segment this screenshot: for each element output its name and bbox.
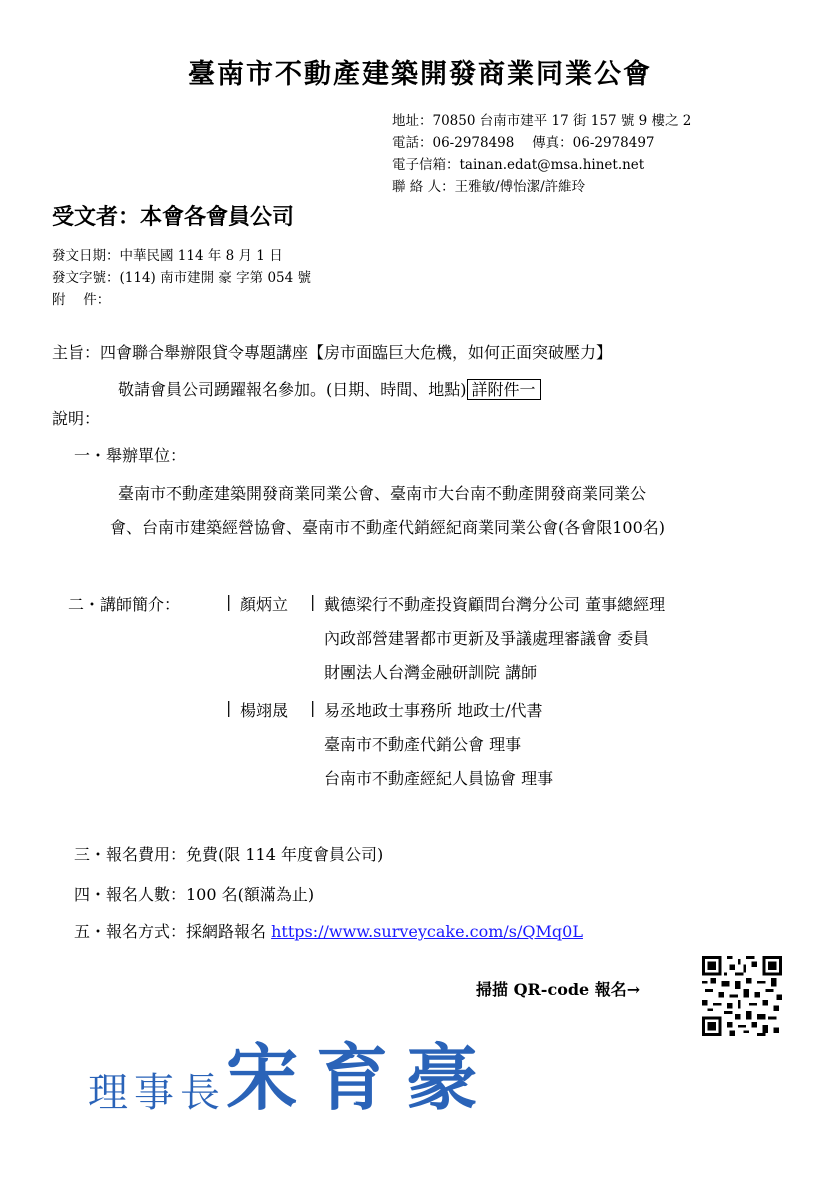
qr-caption: 掃描 QR-code 報名→ bbox=[476, 980, 641, 999]
section-1-line-2: 會、台南市建築經營協會、臺南市不動產代銷經紀商業同業公會(各會限100名) bbox=[110, 518, 666, 537]
phone-fax-line: 電話：06-2978498 傳真：06-2978497 bbox=[392, 135, 655, 151]
recipient: 受文者：本會各會員公司 bbox=[52, 204, 295, 230]
lecturer-2-name: 楊翊晟 bbox=[240, 701, 289, 720]
registration-label: 五・報名方式：採網路報名 bbox=[74, 922, 267, 941]
qr-code-image bbox=[702, 956, 782, 1036]
separator: | bbox=[226, 592, 232, 611]
attachment-ref-box: 詳附件一 bbox=[467, 379, 541, 400]
subject-line-1: 主旨：四會聯合舉辦限貸令專題講座【房市面臨巨大危機，如何正面突破壓力】 bbox=[52, 343, 613, 362]
registration-link[interactable]: https://www.surveycake.com/s/QMq0L bbox=[271, 922, 583, 941]
qr-code[interactable] bbox=[702, 956, 782, 1036]
reference-number: 發文字號：(114) 南市建開 豪 字第 054 號 bbox=[52, 270, 312, 286]
contacts-line: 聯 絡 人：王雅敏/傅怡潔/許維玲 bbox=[392, 179, 586, 195]
section-4-capacity: 四・報名人數：100 名(額滿為止) bbox=[74, 885, 315, 904]
lecturer-1-name: 顏炳立 bbox=[240, 595, 289, 614]
signature-name: 宋育豪 bbox=[226, 1035, 497, 1120]
separator: | bbox=[310, 592, 316, 611]
chairman-signature bbox=[88, 1020, 496, 1124]
lecturer-1-title-1: 戴德梁行不動產投資顧問台灣分公司 董事總經理 bbox=[324, 595, 666, 614]
section-1-title: 一・舉辦單位： bbox=[74, 446, 187, 465]
explanation-label: 說明： bbox=[52, 409, 101, 428]
document-title: 臺南市不動產建築開發商業同業公會 bbox=[188, 59, 652, 90]
section-2-title: 二・講師簡介： bbox=[68, 595, 181, 614]
signature-title: 理事長 bbox=[88, 1070, 226, 1116]
subject-line-2-text: 敬請會員公司踴躍報名參加。(日期、時間、地點) bbox=[118, 380, 467, 399]
lecturer-2-title-1: 易丞地政士事務所 地政士/代書 bbox=[324, 701, 543, 720]
subject-line-2 bbox=[118, 377, 541, 400]
issue-date: 發文日期：中華民國 114 年 8 月 1 日 bbox=[52, 248, 283, 264]
attachment-label: 附 件： bbox=[52, 292, 111, 308]
separator: | bbox=[310, 698, 316, 717]
lecturer-2-title-3: 台南市不動產經紀人員協會 理事 bbox=[324, 769, 554, 788]
section-3-fee: 三・報名費用：免費(限 114 年度會員公司) bbox=[74, 845, 384, 864]
separator: | bbox=[226, 698, 232, 717]
lecturer-1-title-3: 財團法人台灣金融研訓院 講師 bbox=[324, 663, 538, 682]
section-5-registration bbox=[74, 919, 583, 942]
section-1-line-1: 臺南市不動產建築開發商業同業公會、臺南市大台南不動產開發商業同業公 bbox=[118, 484, 647, 503]
email-line: 電子信箱：tainan.edat@msa.hinet.net bbox=[392, 157, 645, 173]
address-line: 地址：70850 台南市建平 17 街 157 號 9 樓之 2 bbox=[392, 113, 692, 129]
lecturer-2-title-2: 臺南市不動產代銷公會 理事 bbox=[324, 735, 522, 754]
lecturer-1-title-2: 內政部營建署都市更新及爭議處理審議會 委員 bbox=[324, 629, 650, 648]
